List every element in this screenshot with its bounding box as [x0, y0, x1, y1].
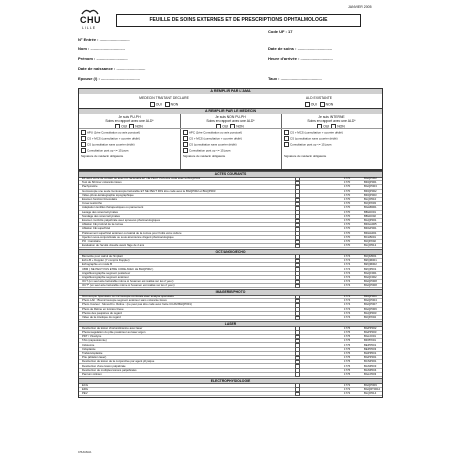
act-code: BAQP001 — [364, 218, 377, 222]
section-header-laser: LASER — [79, 321, 382, 328]
act-label: OCT (un seul acte facturable même si l'examen est réalisé sur les 2 yeux) — [82, 279, 174, 284]
prenom-field[interactable]: Prénom : ............................ — [78, 56, 128, 61]
act-code: BGQP008 — [364, 283, 377, 288]
act-code: BGQF001 — [364, 270, 377, 275]
act-code: BAQP003 — [364, 310, 377, 315]
med-line: Consultation post op <= 15 jours — [81, 148, 129, 153]
act-code: BANP003 — [364, 363, 377, 368]
checkbox[interactable] — [183, 148, 188, 153]
act-code: BZQM001 — [364, 258, 377, 263]
chu-logo — [78, 7, 108, 31]
act-label: Adaptation lentilles thérapeutiques ou pansement — [82, 205, 144, 210]
act-number: 1776 — [344, 363, 351, 368]
act-number: 1776 — [344, 350, 351, 355]
non-checkbox[interactable] — [165, 102, 170, 107]
act-label: Echographie en mode B — [82, 262, 113, 267]
interne-label: Je suis INTERNE — [318, 115, 345, 119]
act-code: BCNP001 — [364, 359, 377, 364]
section-header-imagerie: IMAGERIE/PHOTO — [79, 289, 382, 296]
act-label: Video de la cinétique du regard — [82, 315, 121, 319]
non-pu-ph-label: Je suis NON PU-PH — [215, 115, 246, 119]
act-code: BDQP003 — [364, 192, 377, 197]
act-code: BGQP003 — [364, 184, 377, 189]
act-number: 1776 — [344, 325, 351, 330]
act-code: BGPP001 — [364, 355, 377, 360]
med-line: Consultation post op <= 15 jours — [284, 142, 332, 147]
act-code: BDGP001 — [364, 226, 377, 231]
act-number: 1774 — [344, 266, 351, 271]
act-label: Lavage des voies lacrymales — [82, 209, 118, 214]
act-label: Destruction de lésion choriorétinienne avec laser — [82, 325, 143, 330]
act-code: BLQP012 — [364, 243, 377, 248]
checkbox[interactable] — [284, 142, 289, 147]
act-number: 1770 — [344, 188, 351, 193]
logo-subtext: LILLE — [82, 26, 97, 30]
interne-oui-non: OUI NON — [301, 124, 361, 129]
act-code: BCLB001 — [364, 234, 376, 239]
act-number: 1770 — [344, 209, 351, 214]
checkbox[interactable] — [183, 130, 188, 135]
med-line: CS + MCS (consultation + courrier dédié) — [81, 136, 140, 141]
act-label: UBM ( NE PEUT PAS ETRE CODE AVEC LE BHQP002 ) — [82, 266, 154, 271]
act-number: 1774 — [344, 294, 351, 298]
act-code: BGQP007 — [364, 302, 377, 307]
interne-ald-label: Soins en rapport avec une ALD* — [307, 119, 356, 123]
uf-code: Code UF : 17 — [268, 29, 293, 34]
logo-text: CHU — [80, 15, 101, 25]
med-line: CS + MCS (consultation + courrier dédié) — [284, 130, 343, 135]
checkbox[interactable] — [81, 136, 86, 141]
act-code: BHPP001 — [364, 350, 377, 355]
act-code: BLQP010 — [364, 197, 377, 201]
act-code: BGQP009 — [364, 382, 377, 387]
act-number: 1770 — [344, 197, 351, 201]
act-label: Iridotomie — [82, 342, 95, 347]
act-label: Panrum rétinien — [82, 371, 102, 376]
act-checkbox[interactable] — [295, 284, 300, 289]
act-label: Photo LAF : Biomicroscopie segment antérieur sans colorante tissus — [82, 298, 167, 303]
act-number: 1774 — [344, 258, 351, 263]
act-code: BDQP004 — [364, 294, 377, 298]
act-label: PO : transitaire — [82, 239, 101, 243]
date-soins-field[interactable]: Date de soins : ............................... — [268, 46, 333, 51]
act-label: Photos des paupières du regard — [82, 310, 122, 315]
act-number: 1774 — [344, 315, 351, 319]
checkbox[interactable] — [81, 148, 86, 153]
checkbox[interactable] — [81, 142, 86, 147]
checkbox[interactable] — [284, 130, 289, 135]
act-number: 1772 — [344, 386, 351, 391]
act-label: ERG — [82, 386, 89, 391]
act-number: 1770 — [344, 218, 351, 222]
act-number: 1776 — [344, 334, 351, 339]
act-label: Trabéculoplastie — [82, 350, 103, 355]
act-row — [79, 243, 382, 248]
act-label: Evaluation de l'acuité visuelle avant l'âge de 2 ans — [82, 243, 145, 248]
act-code: BGQP008 — [364, 279, 377, 284]
act-row — [79, 372, 382, 377]
act-label: Examen motricité palpébrale avec épreuves pharmacologiques — [82, 218, 161, 222]
act-checkbox[interactable] — [295, 316, 300, 321]
act-code: BGQP002 — [364, 176, 377, 180]
section-header-actes: ACTES COURANTS — [79, 171, 382, 178]
checkbox[interactable] — [183, 142, 188, 147]
ama-section — [78, 88, 383, 110]
act-number: 1770 — [344, 234, 351, 239]
act-number: 1776 — [344, 355, 351, 360]
act-code: BLQP014 — [364, 391, 377, 395]
form-title: FEUILLE DE SOINS EXTERNES ET DE PRESCRIPTIONS OPHTALMOLOGIE — [116, 14, 361, 27]
act-label: PDT / Visudyne — [82, 334, 102, 339]
act-number: 1770 — [344, 222, 351, 227]
act-code: BDQP001 — [364, 180, 377, 185]
pu-ph-ald-label: Soins en rapport avec une ALD* — [105, 119, 154, 123]
epouse-field[interactable]: Epouse (/) : ................................... — [78, 76, 140, 81]
ama-oui-non-2: OUI NON — [289, 102, 349, 107]
act-code: BDHA001 — [364, 230, 377, 235]
form-date: JANVIER 2005 — [348, 5, 372, 9]
act-label: Photocoagulation du pôle postérieur au laser argon — [82, 329, 146, 334]
act-code: BGQP004 — [364, 298, 377, 303]
act-label: Ablation CE profond de la cornée — [82, 222, 124, 227]
act-number: 1772 — [344, 382, 351, 387]
act-code: BJQP003 — [364, 201, 376, 206]
act-label: Angiofluorographie segment postérieur — [82, 270, 131, 275]
med-line: APU (1ère Consultation ou avis ponctuel) — [81, 130, 140, 135]
ama-oui-non-1: OUI NON — [134, 102, 194, 107]
act-checkbox[interactable] — [295, 244, 300, 249]
act-label: Sondage des voies lacrymales — [82, 213, 120, 218]
act-label: Echo B + Doppler (Y compris Doppler) — [82, 258, 130, 263]
act-number: 1776 — [344, 338, 351, 343]
act-number: 1774 — [344, 302, 351, 307]
act-label: Prie (ablation laser) — [82, 355, 107, 360]
med-line: CS (consultation sans courrier dédié) — [284, 136, 338, 141]
act-number: 1774 — [344, 279, 351, 284]
act-label: Gonioscopie une seule Gonioscopie facturable ET NE PEUT PAS être codé avec le BGQP002 et BGQP003 — [82, 188, 216, 193]
act-code: BJQM001 — [364, 253, 377, 258]
act-label: Injection sous-conjonctivale ou sous-ténonienne d'agent pharmacologique — [82, 234, 174, 239]
act-label: Destruction de lésion de la conjonctive par agent physique — [82, 359, 155, 364]
med-line: CS (consultation sans courrier dédié) — [183, 142, 237, 147]
non-pu-ph-ald-label: Soins en rapport avec une ALD* — [206, 119, 255, 123]
act-row — [79, 283, 382, 288]
act-number: 1772 — [344, 391, 351, 395]
act-label: EF avec verre de contact ou avec FO facturable ET NE PEUT PAS être codé avec le BNQP002 — [82, 176, 201, 180]
med-line: CS (consultation sans courrier dédié) — [81, 142, 135, 147]
act-number: 1770 — [344, 180, 351, 185]
act-code: BGQF002 — [364, 274, 377, 279]
act-number: 1776 — [344, 359, 351, 364]
med-line: CS + MCS (consultation + courrier dédié) — [183, 136, 242, 141]
section-header-electro: ELECTROPHYSIOLOGIE — [79, 378, 382, 385]
act-number: 1776 — [344, 329, 351, 334]
act-number: 1776 — [344, 367, 351, 372]
act-code: BBLD001 — [364, 209, 376, 214]
act-checkbox[interactable] — [295, 372, 300, 377]
act-number: 1774 — [344, 283, 351, 288]
act-number: 1770 — [344, 184, 351, 189]
nom-field[interactable]: Nom : ............................... — [78, 46, 125, 51]
checkbox[interactable] — [183, 136, 188, 141]
med-signature[interactable]: Signature du médecin obligatoire — [81, 154, 124, 158]
act-code: BZQP001 — [364, 266, 377, 271]
act-label: Biométrie pour calcul de l'implant — [82, 253, 123, 258]
act-label: Prélèvement superficiel antérieur ou latéral de la cornée pour frottis et/ou culture — [82, 230, 182, 235]
non-pu-ph-oui-non: OUI NON — [200, 124, 260, 129]
act-number: 1774 — [344, 270, 351, 275]
act-code: BJQP004 — [364, 315, 376, 319]
act-number: 1770 — [344, 201, 351, 206]
act-number: 1770 — [344, 243, 351, 248]
med-line: Consultation post op <= 15 jours — [183, 148, 231, 153]
med-signature[interactable]: Signature du médecin obligatoire — [183, 154, 226, 158]
act-code: BDQP002 — [364, 188, 377, 193]
act-number: 1770 — [344, 176, 351, 180]
naissance-field[interactable]: Date de naissance : .......................... — [78, 66, 146, 71]
act-code: BGPP002 — [364, 325, 377, 330]
act-code: BGPP003 — [364, 329, 377, 334]
act-number: 1770 — [344, 192, 351, 197]
act-label: TAG (capsulotomie) — [82, 338, 107, 343]
act-code: BDGA005 — [364, 222, 377, 227]
act-number: 1774 — [344, 306, 351, 311]
act-row — [79, 315, 382, 320]
act-code: BJQP002 — [364, 239, 376, 243]
act-code: BEPP001 — [364, 342, 377, 347]
act-label: Microscopie Spéculaire ou microscopie confocale avec analyse spéculaire — [82, 294, 174, 298]
act-label: PEV — [82, 391, 88, 395]
act-number: 1776 — [344, 371, 351, 376]
actes-table — [78, 170, 383, 398]
act-code: BGHB001 — [364, 205, 377, 210]
ald-label: ALD EXISTANTE — [305, 96, 333, 100]
act-label: Iridoplastie — [82, 346, 96, 351]
act-number: 1774 — [344, 274, 351, 279]
act-label: Test de Shirmer colorants tissus — [82, 180, 122, 185]
act-number: 1774 — [344, 298, 351, 303]
act-code: BGLP003 — [364, 371, 377, 376]
act-number: 1774 — [344, 310, 351, 315]
act-label: Destruction de multiples lésions palpébrales — [82, 367, 137, 372]
act-label: ECG — [82, 382, 89, 387]
medecin-section — [78, 108, 383, 170]
act-label: Destruction d'une lésion palpébrale — [82, 363, 126, 368]
checkbox[interactable] — [284, 136, 289, 141]
act-label: Vidéo-photo-kératographie topographique — [82, 192, 134, 197]
act-number: 1770 — [344, 213, 351, 218]
act-label: Photo de Rétine en lumière bleue — [82, 306, 124, 311]
act-number: 1774 — [344, 262, 351, 267]
act-label: Pachymétrie — [82, 184, 98, 189]
act-code: BGQP006 — [364, 306, 377, 311]
med-signature[interactable]: Signature du médecin obligatoire — [284, 154, 327, 158]
oui-checkbox[interactable] — [150, 102, 155, 107]
act-number: 1770 — [344, 226, 351, 231]
heure-field[interactable]: Heure d'arrivée : ............................. — [268, 56, 333, 61]
act-number: 1770 — [344, 230, 351, 235]
ama-band: A REMPLIR PAR L'AMA — [79, 89, 382, 94]
act-label: Photo Couleur : Monochro. Rétine : (ne peut pas être codé avec l'acte CCAM BHQP001) — [82, 302, 192, 307]
section-header-oct: OCT/ANGIO/ECHO — [79, 249, 382, 256]
act-label: Examen fonction binoculaire — [82, 197, 118, 201]
act-code: BZQM002 — [364, 262, 377, 267]
act-code: BANP004 — [364, 367, 377, 372]
act-code: BEPP003 — [364, 346, 377, 351]
med-line: APC (1ère Consultation ou avis ponctuel) — [183, 130, 242, 135]
act-row — [79, 391, 382, 396]
act-label: Angiofluorographie segment antérieur — [82, 274, 129, 279]
act-code: BGQRT0012 — [364, 386, 381, 391]
footer-code: CHU/ASG/1 — [78, 451, 92, 454]
medecin-traitant-label: MEDECIN TRAITANT DECLARE — [139, 96, 189, 100]
checkbox[interactable] — [81, 130, 86, 135]
non-checkbox[interactable] — [320, 102, 325, 107]
act-code: BFPP001 — [364, 338, 376, 343]
entree-field[interactable]: N° Entrée : ........................... — [78, 37, 130, 42]
act-number: 1774 — [344, 253, 351, 258]
act-number: 1776 — [344, 342, 351, 347]
act-code: BBLD002 — [364, 213, 376, 218]
act-number: 1770 — [344, 239, 351, 243]
medecin-band: A REMPLIR PAR LE MEDECIN — [79, 109, 382, 114]
act-number: 1776 — [344, 346, 351, 351]
act-label: Ablation CE superficiel — [82, 226, 111, 231]
act-number: 1770 — [344, 205, 351, 210]
pu-ph-label: Je suis PU-PH — [118, 115, 141, 119]
act-code: BGLF001 — [364, 334, 376, 339]
oui-checkbox[interactable] — [305, 102, 310, 107]
act-checkbox[interactable] — [295, 392, 300, 397]
pu-ph-oui-non: OUI NON — [99, 124, 159, 129]
act-label: Cover-test/ortho — [82, 201, 103, 206]
act-label: OCT* (un seul acte facturable même si l'examen est réalisé sur les 2 yeux) — [82, 283, 175, 288]
taux-field[interactable]: Taux : ..................................... — [268, 76, 322, 81]
